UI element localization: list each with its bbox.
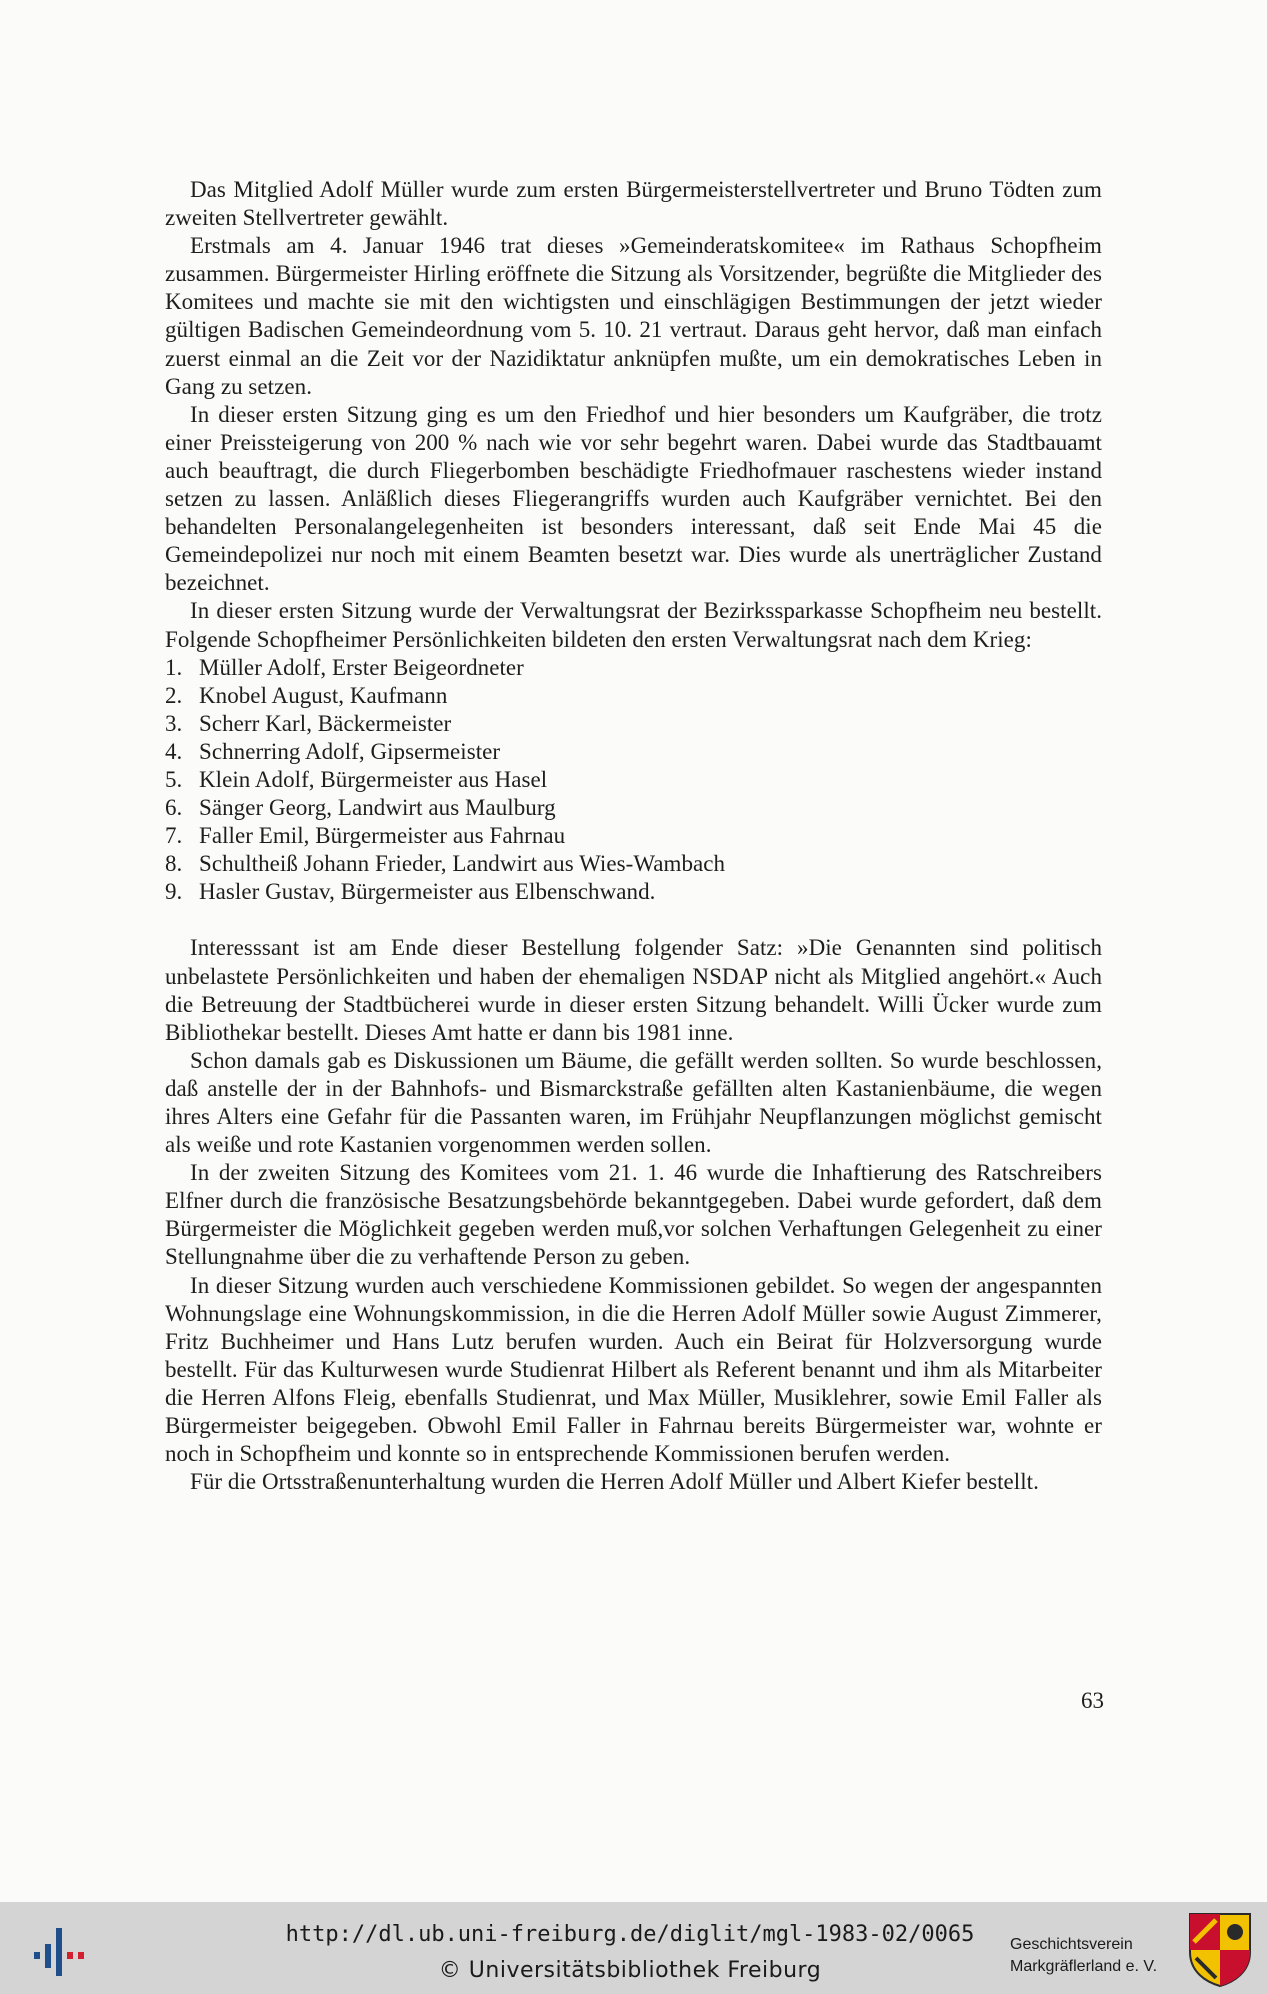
list-item: 8. Schultheiß Johann Frieder, Landwirt aus Wies-Wambach bbox=[165, 851, 726, 877]
society-name bbox=[1010, 1934, 1170, 1978]
page-number: 63 bbox=[1081, 1688, 1104, 1713]
coat-of-arms-icon bbox=[1188, 1912, 1252, 1988]
society-line: Markgräflerland e. V. bbox=[1010, 1958, 1158, 1975]
member-list bbox=[165, 654, 1102, 907]
list-item: 1. Müller Adolf, Erster Beigeordneter bbox=[165, 654, 524, 680]
paragraph: In der zweiten Sitzung des Komitees vom 21. 1. 46 wurde die Inhaftierung des Ratschreibers Elfner durch die französische Besatzungsbehörde bekanntgegeben. Dabei wurde gefordert, daß dem Bürgermeister die Möglichkeit gegeben werden muß,vor solchen Verhaftungen Gelegenheit zu einer Stellungnahme über die zu verhaftende Person zu geben. bbox=[165, 1160, 1102, 1270]
list-item: 5. Klein Adolf, Bürgermeister aus Hasel bbox=[165, 766, 548, 792]
paragraph: Erstmals am 4. Januar 1946 trat dieses »Gemeinderatskomitee« im Rathaus Schopfheim zusammen. Bürgermeister Hirling eröffnete die Sitzung als Vorsitzender, begrüßte die Mitglieder des Komitees und machte sie mit den wichtigsten und einschlägigen Bestimmungen der jetzt wieder gültigen Badischen Gemeindeordnung vom 5. 10. 21 vertraut. Daraus geht hervor, daß man einfach zuerst einmal an die Zeit vor der Nazidiktatur anknüpfen mußte, um ein demokratisches Leben in Gang zu setzen. bbox=[165, 233, 1102, 399]
list-item: 9. Hasler Gustav, Bürgermeister aus Elbenschwand. bbox=[165, 879, 656, 905]
list-item: 7. Faller Emil, Bürgermeister aus Fahrnau bbox=[165, 823, 566, 849]
document-url-link[interactable]: http://dl.ub.uni-freiburg.de/diglit/mgl-1983-02/0065 bbox=[285, 1922, 975, 1947]
list-item: 2. Knobel August, Kaufmann bbox=[165, 682, 448, 708]
list-item: 6. Sänger Georg, Landwirt aus Maulburg bbox=[165, 795, 556, 821]
paragraph: Für die Ortsstraßenunterhaltung wurden die Herren Adolf Müller und Albert Kiefer bestellt. bbox=[190, 1469, 1039, 1495]
paragraph: Schon damals gab es Diskussionen um Bäume, die gefällt werden sollten. So wurde beschlossen, daß anstelle der in der Bahnhofs- und Bismarckstraße gefällten alten Kastanienbäume, die wegen ihres Alters eine Gefahr für die Passanten waren, im Frühjahr Neupflanzungen möglichst gemischt als weiße und rote Kastanien vorgenommen werden sollen. bbox=[165, 1047, 1102, 1158]
paragraph: Interesssant ist am Ende dieser Bestellung folgender Satz: »Die Genannten sind politisch unbelastete Persönlichkeiten und haben der ehemaligen NSDAP nicht als Mitglied angehört.« Auch die Betreuung der Stadtbücherei wurde in dieser ersten Sitzung behandelt. Willi Ücker wurde zum Bibliothekar bestellt. Dieses Amt hatte er dann bis 1981 inne. bbox=[165, 935, 1102, 1045]
list-item: 4. Schnerring Adolf, Gipsermeister bbox=[165, 738, 501, 764]
footer-bar bbox=[0, 1902, 1267, 1994]
list-item: 3. Scherr Karl, Bäckermeister bbox=[165, 710, 452, 736]
paragraph: In dieser ersten Sitzung wurde der Verwaltungsrat der Bezirkssparkasse Schopfheim neu bestellt. Folgende Schopfheimer Persönlichkeiten bildeten den ersten Verwaltungsrat nach dem Krieg: bbox=[165, 598, 1102, 652]
society-line: Geschichtsverein bbox=[1010, 1936, 1133, 1953]
copyright-text: © Universitätsbibliothek Freiburg bbox=[438, 1958, 822, 1983]
paragraph: In dieser Sitzung wurden auch verschiedene Kommissionen gebildet. So wegen der angespannten Wohnungslage eine Wohnungskommission, in die die Herren Adolf Müller sowie August Zimmerer, Fritz Buchheimer und Hans Lutz berufen wurden. Auch ein Beirat für Holzversorgung wurde bestellt. Für das Kulturwesen wurde Studienrat Hilbert als Referent benannt und ihm als Mitarbeiter die Herren Alfons Fleig, ebenfalls Studienrat, und Max Müller, Musiklehrer, sowie Emil Faller als Bürgermeister beigegeben. Obwohl Emil Faller in Fahrnau bereits Bürgermeister war, wohnte er noch in Schopfheim und konnte so in entsprechende Kommissionen berufen werden. bbox=[165, 1272, 1102, 1467]
paragraph: Das Mitglied Adolf Müller wurde zum ersten Bürgermeisterstellvertreter und Bruno Tödten zum zweiten Stellvertreter gewählt. bbox=[165, 177, 1102, 231]
paragraph: In dieser ersten Sitzung ging es um den Friedhof und hier besonders um Kaufgräber, die trotz einer Preissteigerung von 200 % nach wie vor sehr begehrt waren. Dabei wurde das Stadtbauamt auch beauftragt, die durch Fliegerbomben beschädigte Friedhofmauer raschestens wieder instand setzen zu lassen. Anläßlich dieses Fliegerangriffs wurden auch Kaufgräber vernichtet. Bei den behandelten Personalangelegenheiten ist besonders interessant, daß seit Ende Mai 45 die Gemeindepolizei nur noch mit einem Beamten besetzt war. Dies wurde als unerträglicher Zustand bezeichnet. bbox=[165, 401, 1102, 596]
spacer bbox=[165, 906, 1102, 934]
article-text bbox=[165, 176, 1102, 1496]
ub-freiburg-logo-icon[interactable] bbox=[30, 1922, 90, 1978]
